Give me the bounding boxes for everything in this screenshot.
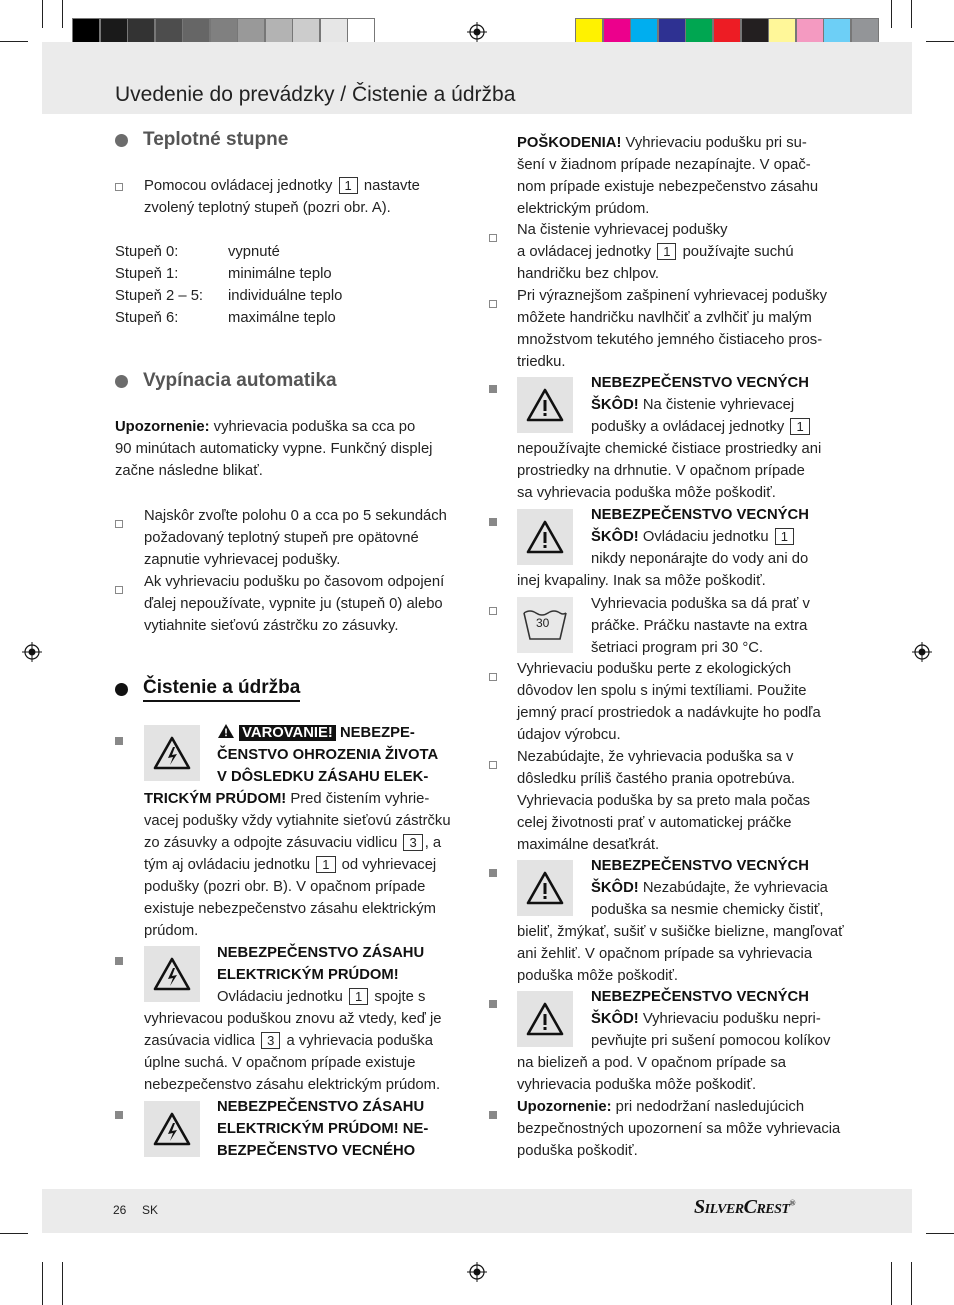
reference-number: 1 (775, 528, 794, 545)
color-swatch (823, 18, 851, 45)
page-number: 26 (113, 1203, 127, 1217)
level-row: Stupeň 1: minimálne teplo (115, 266, 332, 282)
reference-number: 3 (403, 834, 422, 851)
checkbox-bullet-icon (115, 178, 125, 188)
warning-paragraph-continued: bieliť, žmýkať, sušiť v sušičke bielizne, mangľovať ani žehliť. V opačnom prípade sa vyhrievacia poduška môže poškodiť. (517, 924, 844, 984)
gray-swatch (292, 18, 320, 45)
electric-hazard-icon (144, 725, 200, 781)
square-bullet-icon (489, 864, 497, 882)
reference-number: 1 (339, 177, 358, 194)
level-row: Stupeň 0: vypnuté (115, 244, 280, 260)
gray-swatch (127, 18, 155, 45)
gray-swatch (265, 18, 293, 45)
reference-number: 3 (261, 1032, 280, 1049)
list-item: Najskôr zvoľte polohu 0 a cca po 5 sekundách požadovaný teplotný stupeň pre opätovné zapnutie vyhrievacej podušky. (144, 508, 447, 568)
warning-paragraph: NEBEZPEČENSTVO ZÁSAHU ELEKTRICKÝM PRÚDOM! Ovládaciu jednotku 1 spojte s (217, 945, 426, 1005)
gray-swatch (320, 18, 348, 45)
color-swatch (796, 18, 824, 45)
color-swatch (768, 18, 796, 45)
caution-icon (517, 991, 573, 1047)
electric-hazard-icon (144, 946, 200, 1002)
square-bullet-icon (489, 995, 497, 1013)
checkbox-bullet-icon (115, 515, 123, 533)
warning-paragraph: VAROVANIE! NEBEZPE- ČENSTVO OHROZENIA ŽIVOTA V DÔSLEDKU ZÁSAHU ELEK- (217, 725, 439, 785)
list-item: Nezabúdajte, že vyhrievacia poduška sa v dôsledku príliš častého prania opotrebúva. Vyhrievacia poduška by sa preto mala počas celej životnosti prať v automatickej práčke maximálne desaťkrát. (517, 749, 811, 853)
square-bullet-icon (115, 1106, 123, 1124)
square-bullet-icon (489, 380, 497, 398)
page-title: Uvedenie do prevádzky / Čistenie a údržba (115, 83, 516, 106)
reference-number: 1 (349, 988, 368, 1005)
list-item: Na čistenie vyhrievacej podušky a ovládacej jednotky 1 používajte suchú handričku bez chlpov. (517, 222, 794, 282)
warning-paragraph: NEBEZPEČENSTVO VECNÝCH ŠKÔD! Nezabúdajte, že vyhrievacia poduška sa nesmie chemicky čistiť, (591, 858, 828, 918)
list-item: Vyhrievaciu podušku perte z ekologických dôvodov len spolu s inými textíliami. Použite jemný prací prostriedok a nadávkujte ho podľa údajov výrobcu. (517, 661, 821, 743)
registration-mark-icon (467, 1262, 487, 1282)
electric-hazard-icon (144, 1101, 200, 1157)
warning-paragraph-continued: vyhrievacou poduškou znovu až vtedy, keď je zasúvacia vidlica 3 a vyhrievacia poduška úplne suchá. V opačnom prípade existuje nebezpečenstvo zásahu elektrickým prúdom. (144, 1011, 442, 1093)
warning-paragraph: NEBEZPEČENSTVO VECNÝCH ŠKÔD! Na čistenie vyhrievacej podušky a ovládacej jednotky 1 (591, 375, 809, 435)
caution-icon (517, 860, 573, 916)
warning-paragraph: NEBEZPEČENSTVO VECNÝCH ŠKÔD! Ovládaciu jednotku 1 nikdy neponárajte do vody ani do (591, 507, 809, 567)
language-code: SK (142, 1203, 159, 1217)
checkbox-bullet-icon (489, 229, 497, 247)
warning-paragraph-continued: na bielizeň a pod. V opačnom prípade sa vyhrievacia poduška môže poškodiť. (517, 1055, 786, 1093)
section-heading-teplotne: Teplotné stupne (115, 129, 288, 151)
gray-swatch (100, 18, 128, 45)
reference-number: 1 (657, 243, 676, 260)
checkbox-bullet-icon (489, 668, 497, 686)
section-heading-cistenie: Čistenie a údržba (115, 677, 300, 702)
square-bullet-icon (115, 732, 123, 750)
square-bullet-icon (489, 513, 497, 531)
warning-badge: VAROVANIE! (239, 725, 336, 741)
section-heading-vypinacia: Vypínacia automatika (115, 370, 337, 392)
warning-triangle-icon (217, 723, 235, 739)
square-bullet-icon (115, 952, 123, 970)
registration-mark-icon (912, 642, 932, 662)
checkbox-bullet-icon (489, 602, 497, 620)
checkbox-bullet-icon (115, 581, 123, 599)
color-swatch (658, 18, 686, 45)
gray-swatch (182, 18, 210, 45)
caution-icon (517, 509, 573, 565)
bullet-dot-icon (115, 134, 128, 147)
registration-mark-icon (22, 642, 42, 662)
square-bullet-icon (489, 1106, 497, 1124)
paragraph: POŠKODENIA! Vyhrievaciu podušku pri su- šení v žiadnom prípade nezapínajte. V opač- nom prípade existuje nebezpečenstvo zásahu elektrickým prúdom. (517, 135, 819, 217)
color-swatch (741, 18, 769, 45)
bullet-dot-icon (115, 683, 128, 696)
list-item: Vyhrievacia poduška sa dá prať v práčke. Práčku nastavte na extra šetriaci program pri 30 °C. (591, 596, 810, 656)
checkbox-bullet-icon (489, 756, 497, 774)
gray-swatch (155, 18, 183, 45)
gray-swatch (210, 18, 238, 45)
color-swatch (685, 18, 713, 45)
gray-swatch (72, 18, 100, 45)
level-row: Stupeň 2 – 5: individuálne teplo (115, 288, 343, 304)
bullet-dot-icon (115, 375, 128, 388)
list-item: Ak vyhrievaciu podušku po časovom odpojení ďalej nepoužívate, vypnite ju (stupeň 0) alebo vytiahnite sieťovú zástrčku zo zásuvky. (144, 574, 445, 634)
wash-temperature: 30 (536, 616, 550, 630)
warning-paragraph: NEBEZPEČENSTVO ZÁSAHU ELEKTRICKÝM PRÚDOM! NE- BEZPEČENSTVO VECNÉHO (217, 1099, 429, 1159)
color-swatch (603, 18, 631, 45)
registration-mark-icon (467, 22, 487, 42)
level-table (115, 241, 455, 329)
caution-icon (517, 377, 573, 433)
level-row: Stupeň 6: maximálne teplo (115, 310, 336, 326)
brand-logo: SilverCrest® (694, 1196, 795, 1218)
warning-paragraph-continued: inej kvapaliny. Inak sa môže poškodiť. (517, 573, 766, 589)
reference-number: 1 (790, 418, 809, 435)
wash-symbol-icon (517, 597, 573, 653)
warning-paragraph-continued: TRICKÝM PRÚDOM! Pred čistením vyhrie- vacej podušky vždy vytiahnite sieťovú zástrčku zo zásuvky a odpojte zásuvaciu vidlicu 3 , a tým aj ovládaciu jednotku 1 od vyhrievacej podušky (pozri obr. B). V opačnom prípade existuje nebezpečenstvo zásahu elektrickým prúdom. (144, 791, 451, 939)
warning-paragraph: NEBEZPEČENSTVO VECNÝCH ŠKÔD! Vyhrievaciu podušku nepri- pevňujte pri sušení pomocou kolíkov (591, 989, 831, 1049)
note-paragraph: Upozornenie: pri nedodržaní nasledujúcich bezpečnostných upozornení sa môže vyhrievacia poduška poškodiť. (517, 1099, 841, 1159)
list-item: Pomocou ovládacej jednotky 1 nastavte zvolený teplotný stupeň (pozri obr. A). (144, 178, 420, 216)
gray-swatch (347, 18, 375, 45)
gray-swatch (237, 18, 265, 45)
color-swatch (630, 18, 658, 45)
warning-paragraph-continued: nepoužívajte chemické čistiace prostriedky ani prostriedky na drhnutie. V opačnom prípade sa vyhrievacia poduška môže poškodiť. (517, 441, 822, 501)
reference-number: 1 (316, 856, 335, 873)
checkbox-bullet-icon (489, 295, 497, 313)
note-paragraph: Upozornenie: vyhrievacia poduška sa cca po 90 minútach automaticky vypne. Funkčný displej začne následne blikať. (115, 419, 433, 479)
list-item: Pri výraznejšom zašpinení vyhrievacej podušky môžete handričku navlhčiť a zvlhčiť ju malým množstvom tekutého jemného čistiaceho pros- triedku. (517, 288, 828, 370)
color-swatch (851, 18, 879, 45)
color-swatch (575, 18, 603, 45)
color-swatch (713, 18, 741, 45)
